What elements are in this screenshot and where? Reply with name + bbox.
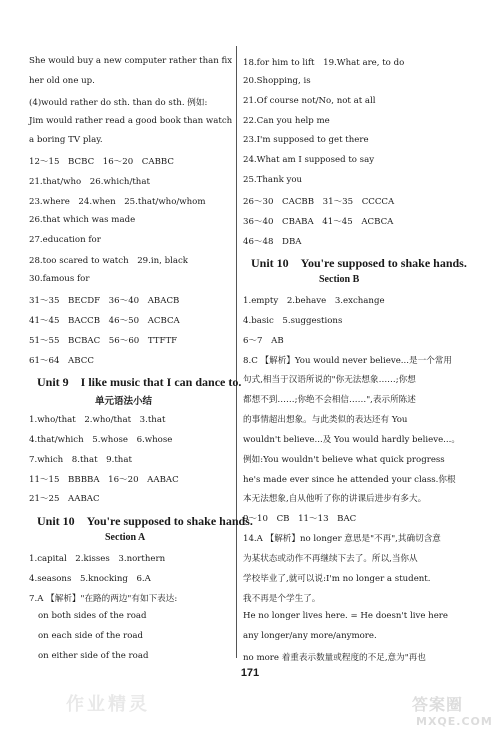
answer-line: 28.too scared to watch 29.in, black	[29, 256, 189, 266]
answer-line: 4.seasons 5.knocking 6.A	[29, 574, 151, 584]
explanation-line: he's made ever since he attended your class.你根	[243, 475, 456, 485]
answer-line: 61～64 ABCC	[29, 356, 94, 366]
text-line: a boring TV play.	[29, 135, 103, 145]
answer-line: 23.I'm supposed to get there	[243, 135, 369, 145]
answer-line: 1.capital 2.kisses 3.northern	[29, 554, 166, 564]
unit-heading: Unit 10 You're supposed to shake hands.	[37, 514, 253, 528]
explanation-line: 本无法想象,自从他听了你的讲课后进步有多大。	[243, 494, 427, 504]
answer-line: 7.which 8.that 9.that	[29, 455, 132, 465]
answer-line: 51～55 BCBAC 56～60 TTFTF	[29, 336, 178, 346]
answer-line: 25.Thank you	[243, 175, 303, 185]
answer-line: 23.where 24.when 25.that/who/whom	[29, 197, 206, 207]
answer-line: 24.What am I supposed to say	[243, 155, 375, 165]
answer-line: 9～10 CB 11～13 BAC	[243, 514, 357, 524]
explanation-line: 都想不到……;你绝不会相信……",表示所陈述	[243, 395, 416, 405]
explanation-line: 学校毕业了,就可以说:I'm no longer a student.	[243, 574, 431, 584]
answer-line: 31～35 BECDF 36～40 ABACB	[29, 296, 180, 306]
watermark-right	[412, 692, 498, 734]
answer-line: 18.for him to lift 19.What are, to do	[243, 58, 405, 68]
explanation-line: 例如:You wouldn't believe what quick progress	[243, 455, 445, 465]
unit-heading: Unit 9 I like music that I can dance to.	[37, 375, 242, 389]
explanation-line: wouldn't believe...及 You would hardly believe...。	[243, 435, 460, 445]
answer-line: 6～7 AB	[243, 336, 284, 346]
explanation-line: 8.C 【解析】You would never believe...是一个常用	[243, 356, 452, 366]
answer-line: 36～40 CBABA 41～45 ACBCA	[243, 217, 394, 227]
example-line: on both sides of the road	[38, 611, 147, 621]
answer-line: 1.empty 2.behave 3.exchange	[243, 296, 385, 306]
answer-line: 21.Of course not/No, not at all	[243, 96, 376, 106]
watermark-left: 作业精灵	[66, 694, 150, 715]
text-line: Jim would rather read a good book than watch	[29, 116, 233, 126]
text-line: She would buy a new computer rather than fix	[29, 56, 233, 66]
answer-line: 30.famous for	[29, 274, 90, 284]
answer-line: 46～48 DBA	[243, 237, 302, 247]
explanation-line: no more 着重表示数量或程度的不足,意为"再也	[243, 653, 426, 663]
answer-line: 12～15 BCBC 16～20 CABBC	[29, 157, 174, 167]
unit-heading: Unit 10 You're supposed to shake hands.	[251, 256, 467, 270]
answer-line: 11～15 BBBBA 16～20 AABAC	[29, 475, 179, 485]
section-heading: Section B	[319, 274, 360, 285]
watermark-right-url: MXQE.COM	[416, 715, 493, 728]
example-line: He no longer lives here. = He doesn't live here	[243, 611, 448, 621]
explanation-line: 的事情超出想象。与此类似的表达还有 You	[243, 415, 408, 425]
explanation-line: 句式,相当于汉语所说的"你无法想象……;你想	[243, 375, 416, 385]
answer-line: 27.education for	[29, 235, 101, 245]
section-heading: 单元语法小结	[95, 396, 153, 407]
page-number: 171	[240, 667, 260, 679]
explanation-line: 14.A 【解析】no longer 意思是"不再",其确切含意	[243, 534, 441, 544]
answer-line: 21～25 AABAC	[29, 494, 100, 504]
example-line: on either side of the road	[38, 651, 149, 661]
watermark-right-title: 答案圈	[412, 695, 464, 714]
answer-line: 20.Shopping, is	[243, 76, 311, 86]
explanation-line: 我不再是个学生了。	[243, 594, 321, 604]
text-line: her old one up.	[29, 76, 95, 86]
answer-line: 22.Can you help me	[243, 116, 330, 126]
section-heading: Section A	[105, 532, 146, 543]
answer-line: 26.that which was made	[29, 215, 136, 225]
answer-line: 4.basic 5.suggestions	[243, 316, 343, 326]
answer-line: 4.that/which 5.whose 6.whose	[29, 435, 173, 445]
answer-line: 41～45 BACCB 46～50 ACBCA	[29, 316, 180, 326]
example-line: any longer/any more/anymore.	[243, 631, 377, 641]
explanation-line: 为某状态或动作不再继续下去了。所以,当你从	[243, 554, 418, 564]
answer-line: 1.who/that 2.who/that 3.that	[29, 415, 166, 425]
text-line: (4)would rather do sth. than do sth. 例如:	[29, 98, 208, 108]
answer-line: 21.that/who 26.which/that	[29, 177, 150, 187]
answer-line: 7.A 【解析】"在路的两边"有如下表达:	[29, 594, 178, 604]
answer-line: 26～30 CACBB 31～35 CCCCA	[243, 197, 395, 207]
column-divider	[236, 46, 237, 658]
example-line: on each side of the road	[38, 631, 144, 641]
